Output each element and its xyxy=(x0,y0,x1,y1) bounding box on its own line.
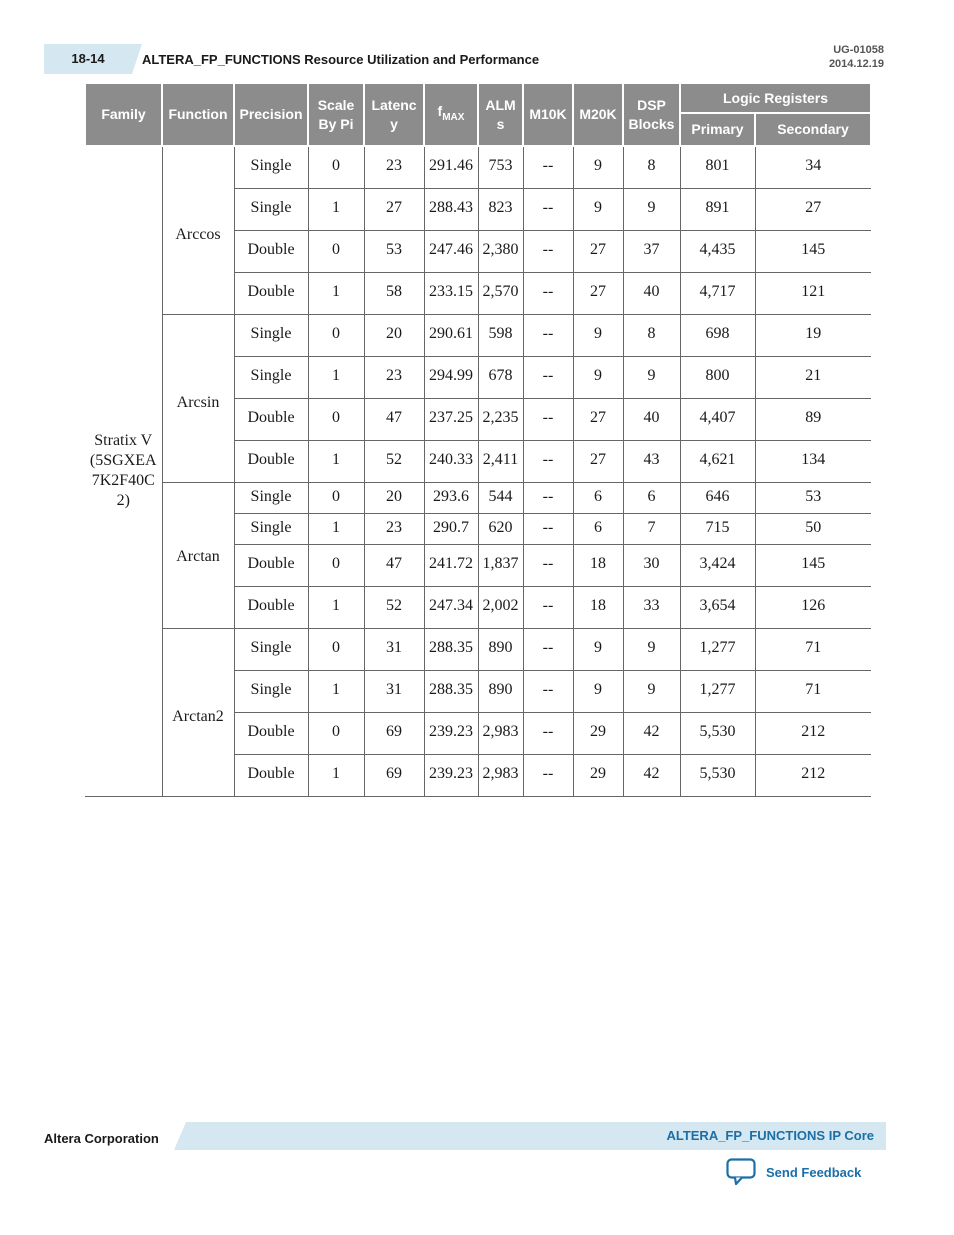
precision-cell: Double xyxy=(234,754,308,796)
send-feedback-label: Send Feedback xyxy=(766,1164,862,1180)
document-date: 2014.12.19 xyxy=(828,58,884,70)
dsp-cell: 8 xyxy=(623,146,680,188)
col-m20k: M20K xyxy=(573,84,623,146)
primary-cell: 891 xyxy=(680,188,755,230)
col-alms: ALM s xyxy=(478,84,523,146)
m10k-cell: -- xyxy=(523,754,573,796)
fmax-cell: 239.23 xyxy=(424,712,478,754)
dsp-cell: 42 xyxy=(623,754,680,796)
send-feedback-button[interactable] xyxy=(726,1158,861,1186)
secondary-cell: 126 xyxy=(755,586,871,628)
function-cell: Arctan2 xyxy=(162,628,234,796)
dsp-cell: 40 xyxy=(623,272,680,314)
m10k-cell: -- xyxy=(523,628,573,670)
alms-cell: 620 xyxy=(478,513,523,544)
m10k-cell: -- xyxy=(523,230,573,272)
latency-cell: 47 xyxy=(364,398,424,440)
product-link[interactable]: ALTERA_FP_FUNCTIONS IP Core xyxy=(666,1128,874,1143)
page-number: 18-14 xyxy=(71,51,105,66)
col-dsp-blocks: DSP Blocks xyxy=(623,84,680,146)
alms-cell: 2,235 xyxy=(478,398,523,440)
alms-cell: 2,002 xyxy=(478,586,523,628)
alms-cell: 823 xyxy=(478,188,523,230)
precision-cell: Double xyxy=(234,712,308,754)
latency-cell: 31 xyxy=(364,628,424,670)
latency-cell: 27 xyxy=(364,188,424,230)
fmax-cell: 294.99 xyxy=(424,356,478,398)
primary-cell: 1,277 xyxy=(680,670,755,712)
latency-cell: 58 xyxy=(364,272,424,314)
m10k-cell: -- xyxy=(523,314,573,356)
fmax-cell: 237.25 xyxy=(424,398,478,440)
scale-cell: 1 xyxy=(308,356,364,398)
precision-cell: Single xyxy=(234,188,308,230)
latency-cell: 23 xyxy=(364,146,424,188)
primary-cell: 4,717 xyxy=(680,272,755,314)
m20k-cell: 9 xyxy=(573,188,623,230)
alms-cell: 2,570 xyxy=(478,272,523,314)
scale-cell: 1 xyxy=(308,440,364,482)
secondary-cell: 71 xyxy=(755,670,871,712)
speech-bubble-icon xyxy=(726,1158,756,1186)
m20k-cell: 9 xyxy=(573,628,623,670)
fmax-cell: 247.34 xyxy=(424,586,478,628)
fmax-cell: 293.6 xyxy=(424,482,478,513)
secondary-cell: 21 xyxy=(755,356,871,398)
m10k-cell: -- xyxy=(523,398,573,440)
fmax-cell: 290.7 xyxy=(424,513,478,544)
col-scale-by-pi: Scale By Pi xyxy=(308,84,364,146)
alms-cell: 753 xyxy=(478,146,523,188)
function-cell: Arcsin xyxy=(162,314,234,482)
scale-cell: 0 xyxy=(308,544,364,586)
precision-cell: Double xyxy=(234,398,308,440)
primary-cell: 1,277 xyxy=(680,628,755,670)
scale-cell: 0 xyxy=(308,712,364,754)
fmax-cell: 247.46 xyxy=(424,230,478,272)
m20k-cell: 9 xyxy=(573,670,623,712)
alms-cell: 890 xyxy=(478,628,523,670)
m20k-cell: 27 xyxy=(573,440,623,482)
primary-cell: 5,530 xyxy=(680,754,755,796)
primary-cell: 4,621 xyxy=(680,440,755,482)
m10k-cell: -- xyxy=(523,356,573,398)
table-body xyxy=(85,146,871,796)
col-m10k: M10K xyxy=(523,84,573,146)
function-cell: Arctan xyxy=(162,482,234,628)
latency-cell: 52 xyxy=(364,586,424,628)
fmax-cell: 288.35 xyxy=(424,628,478,670)
table-header xyxy=(85,84,871,146)
m10k-cell: -- xyxy=(523,544,573,586)
precision-cell: Single xyxy=(234,670,308,712)
scale-cell: 0 xyxy=(308,230,364,272)
fmax-cell: 290.61 xyxy=(424,314,478,356)
table-row xyxy=(85,628,871,670)
m20k-cell: 29 xyxy=(573,712,623,754)
fmax-label: f xyxy=(437,103,443,120)
primary-cell: 4,407 xyxy=(680,398,755,440)
scale-cell: 0 xyxy=(308,482,364,513)
m10k-cell: -- xyxy=(523,188,573,230)
precision-cell: Single xyxy=(234,628,308,670)
dsp-cell: 30 xyxy=(623,544,680,586)
primary-cell: 3,654 xyxy=(680,586,755,628)
primary-cell: 646 xyxy=(680,482,755,513)
dsp-cell: 37 xyxy=(623,230,680,272)
company-name: Altera Corporation xyxy=(44,1131,159,1146)
m10k-cell: -- xyxy=(523,272,573,314)
precision-cell: Double xyxy=(234,272,308,314)
table-row xyxy=(85,146,871,188)
secondary-cell: 121 xyxy=(755,272,871,314)
alms-cell: 678 xyxy=(478,356,523,398)
footer-band xyxy=(186,1122,886,1150)
fmax-subscript: MAX xyxy=(442,111,465,123)
scale-cell: 1 xyxy=(308,188,364,230)
precision-cell: Single xyxy=(234,314,308,356)
m20k-cell: 9 xyxy=(573,314,623,356)
alms-cell: 890 xyxy=(478,670,523,712)
m20k-cell: 9 xyxy=(573,356,623,398)
m10k-cell: -- xyxy=(523,482,573,513)
col-family: Family xyxy=(85,84,162,146)
m20k-cell: 18 xyxy=(573,586,623,628)
latency-cell: 52 xyxy=(364,440,424,482)
fmax-cell: 241.72 xyxy=(424,544,478,586)
m20k-cell: 18 xyxy=(573,544,623,586)
latency-cell: 47 xyxy=(364,544,424,586)
scale-cell: 0 xyxy=(308,628,364,670)
dsp-cell: 9 xyxy=(623,628,680,670)
primary-cell: 800 xyxy=(680,356,755,398)
document-info xyxy=(829,43,884,71)
dsp-cell: 9 xyxy=(623,356,680,398)
fmax-cell: 239.23 xyxy=(424,754,478,796)
m10k-cell: -- xyxy=(523,440,573,482)
table-row xyxy=(85,314,871,356)
col-primary: Primary xyxy=(680,113,755,146)
col-precision: Precision xyxy=(234,84,308,146)
scale-cell: 0 xyxy=(308,398,364,440)
alms-cell: 2,380 xyxy=(478,230,523,272)
scale-cell: 1 xyxy=(308,754,364,796)
dsp-cell: 9 xyxy=(623,670,680,712)
secondary-cell: 27 xyxy=(755,188,871,230)
precision-cell: Double xyxy=(234,440,308,482)
document-id: UG-01058 xyxy=(833,44,884,56)
latency-cell: 31 xyxy=(364,670,424,712)
dsp-cell: 8 xyxy=(623,314,680,356)
alms-cell: 2,983 xyxy=(478,754,523,796)
col-secondary: Secondary xyxy=(755,113,871,146)
primary-cell: 715 xyxy=(680,513,755,544)
alms-cell: 2,983 xyxy=(478,712,523,754)
precision-cell: Double xyxy=(234,586,308,628)
m20k-cell: 27 xyxy=(573,230,623,272)
m10k-cell: -- xyxy=(523,586,573,628)
precision-cell: Single xyxy=(234,513,308,544)
scale-cell: 0 xyxy=(308,314,364,356)
fmax-cell: 288.43 xyxy=(424,188,478,230)
fmax-cell: 240.33 xyxy=(424,440,478,482)
m20k-cell: 27 xyxy=(573,272,623,314)
resource-table xyxy=(84,84,872,797)
table-row xyxy=(85,482,871,513)
precision-cell: Double xyxy=(234,230,308,272)
latency-cell: 23 xyxy=(364,356,424,398)
scale-cell: 1 xyxy=(308,513,364,544)
function-cell: Arccos xyxy=(162,146,234,314)
secondary-cell: 134 xyxy=(755,440,871,482)
alms-cell: 598 xyxy=(478,314,523,356)
m10k-cell: -- xyxy=(523,712,573,754)
primary-cell: 4,435 xyxy=(680,230,755,272)
dsp-cell: 42 xyxy=(623,712,680,754)
alms-cell: 1,837 xyxy=(478,544,523,586)
alms-cell: 544 xyxy=(478,482,523,513)
latency-cell: 20 xyxy=(364,314,424,356)
m10k-cell: -- xyxy=(523,146,573,188)
latency-cell: 69 xyxy=(364,754,424,796)
latency-cell: 69 xyxy=(364,712,424,754)
scale-cell: 1 xyxy=(308,586,364,628)
alms-cell: 2,411 xyxy=(478,440,523,482)
m20k-cell: 27 xyxy=(573,398,623,440)
secondary-cell: 50 xyxy=(755,513,871,544)
secondary-cell: 34 xyxy=(755,146,871,188)
fmax-cell: 288.35 xyxy=(424,670,478,712)
page-title: ALTERA_FP_FUNCTIONS Resource Utilization and Performance xyxy=(142,52,540,67)
dsp-cell: 43 xyxy=(623,440,680,482)
secondary-cell: 145 xyxy=(755,230,871,272)
col-logic-registers: Logic Registers xyxy=(680,84,871,113)
secondary-cell: 145 xyxy=(755,544,871,586)
col-function: Function xyxy=(162,84,234,146)
m20k-cell: 29 xyxy=(573,754,623,796)
fmax-cell: 233.15 xyxy=(424,272,478,314)
m10k-cell: -- xyxy=(523,670,573,712)
primary-cell: 698 xyxy=(680,314,755,356)
fmax-cell: 291.46 xyxy=(424,146,478,188)
precision-cell: Single xyxy=(234,356,308,398)
col-fmax xyxy=(424,84,478,146)
col-latency: Latenc y xyxy=(364,84,424,146)
precision-cell: Double xyxy=(234,544,308,586)
dsp-cell: 6 xyxy=(623,482,680,513)
latency-cell: 23 xyxy=(364,513,424,544)
latency-cell: 53 xyxy=(364,230,424,272)
m20k-cell: 6 xyxy=(573,513,623,544)
secondary-cell: 212 xyxy=(755,754,871,796)
m10k-cell: -- xyxy=(523,513,573,544)
primary-cell: 5,530 xyxy=(680,712,755,754)
scale-cell: 1 xyxy=(308,272,364,314)
secondary-cell: 89 xyxy=(755,398,871,440)
dsp-cell: 33 xyxy=(623,586,680,628)
primary-cell: 3,424 xyxy=(680,544,755,586)
dsp-cell: 40 xyxy=(623,398,680,440)
precision-cell: Single xyxy=(234,482,308,513)
secondary-cell: 212 xyxy=(755,712,871,754)
dsp-cell: 7 xyxy=(623,513,680,544)
secondary-cell: 71 xyxy=(755,628,871,670)
secondary-cell: 53 xyxy=(755,482,871,513)
latency-cell: 20 xyxy=(364,482,424,513)
family-cell: Stratix V (5SGXEA 7K2F40C 2) xyxy=(85,146,162,796)
scale-cell: 1 xyxy=(308,670,364,712)
m20k-cell: 6 xyxy=(573,482,623,513)
primary-cell: 801 xyxy=(680,146,755,188)
m20k-cell: 9 xyxy=(573,146,623,188)
scale-cell: 0 xyxy=(308,146,364,188)
page-number-tab xyxy=(44,44,132,74)
dsp-cell: 9 xyxy=(623,188,680,230)
precision-cell: Single xyxy=(234,146,308,188)
secondary-cell: 19 xyxy=(755,314,871,356)
